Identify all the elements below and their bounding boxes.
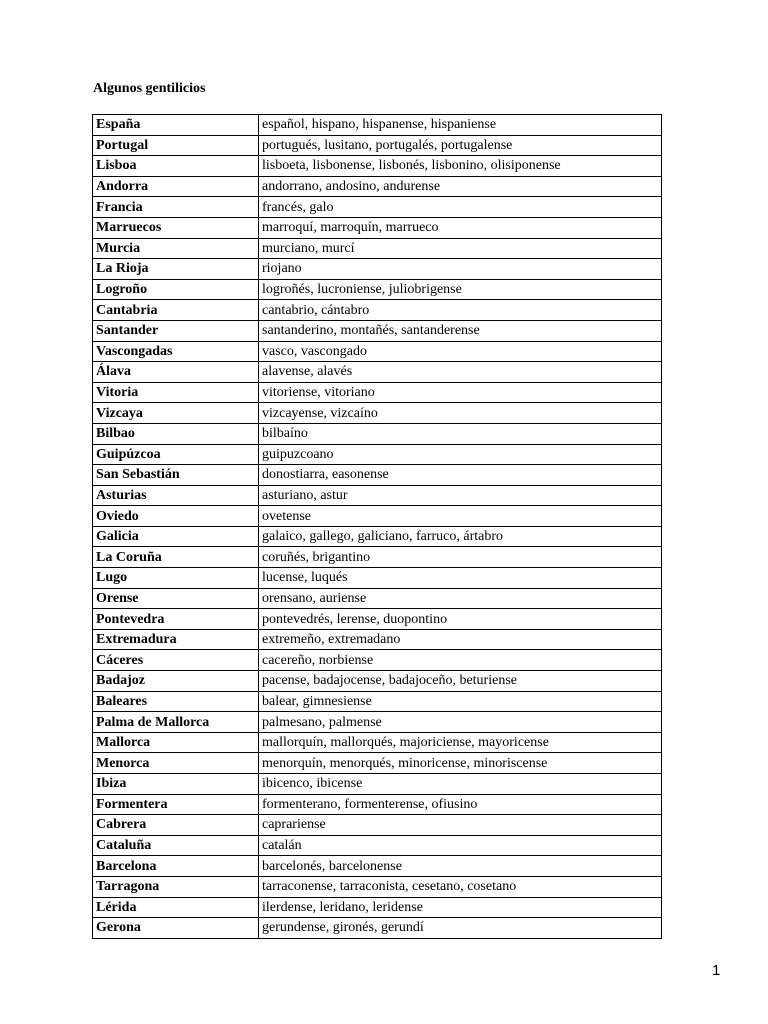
demonyms-cell: lucense, luqués xyxy=(259,568,662,589)
place-name-cell: Menorca xyxy=(93,753,259,774)
table-row xyxy=(93,197,662,218)
table-row xyxy=(93,444,662,465)
place-name-cell: Andorra xyxy=(93,176,259,197)
table-row xyxy=(93,279,662,300)
table-row xyxy=(93,835,662,856)
table-row xyxy=(93,732,662,753)
demonyms-cell: extremeño, extremadano xyxy=(259,629,662,650)
place-name-cell: San Sebastián xyxy=(93,465,259,486)
table-row xyxy=(93,588,662,609)
page-number: 1 xyxy=(712,962,721,979)
demonyms-cell: palmesano, palmense xyxy=(259,712,662,733)
place-name-cell: Asturias xyxy=(93,485,259,506)
place-name-cell: España xyxy=(93,115,259,136)
place-name-cell: Guipúzcoa xyxy=(93,444,259,465)
demonyms-cell: ibicenco, ibicense xyxy=(259,774,662,795)
place-name-cell: Formentera xyxy=(93,794,259,815)
demonyms-cell: lisboeta, lisbonense, lisbonés, lisbonino, olisiponense xyxy=(259,156,662,177)
table-row xyxy=(93,423,662,444)
place-name-cell: Vitoria xyxy=(93,382,259,403)
demonyms-cell: vasco, vascongado xyxy=(259,341,662,362)
demonyms-cell: ilerdense, leridano, leridense xyxy=(259,897,662,918)
table-row xyxy=(93,856,662,877)
place-name-cell: La Coruña xyxy=(93,547,259,568)
place-name-cell: Mallorca xyxy=(93,732,259,753)
table-row xyxy=(93,382,662,403)
demonyms-cell: alavense, alavés xyxy=(259,362,662,383)
demonyms-cell: caprariense xyxy=(259,815,662,836)
place-name-cell: Galicia xyxy=(93,526,259,547)
place-name-cell: Oviedo xyxy=(93,506,259,527)
table-row xyxy=(93,547,662,568)
table-row xyxy=(93,918,662,939)
table-row xyxy=(93,609,662,630)
table-row xyxy=(93,629,662,650)
table-row xyxy=(93,568,662,589)
demonyms-cell: andorrano, andosino, andurense xyxy=(259,176,662,197)
document-title: Algunos gentilicios xyxy=(93,81,206,96)
demonyms-cell: asturiano, astur xyxy=(259,485,662,506)
demonyms-cell: portugués, lusitano, portugalés, portugalense xyxy=(259,135,662,156)
demonyms-cell: tarraconense, tarraconista, cesetano, cosetano xyxy=(259,876,662,897)
demonyms-cell: ovetense xyxy=(259,506,662,527)
place-name-cell: Vizcaya xyxy=(93,403,259,424)
place-name-cell: Cabrera xyxy=(93,815,259,836)
table-row xyxy=(93,650,662,671)
table-row xyxy=(93,156,662,177)
table-row xyxy=(93,176,662,197)
table-row xyxy=(93,217,662,238)
demonyms-cell: cacereño, norbiense xyxy=(259,650,662,671)
table-row xyxy=(93,485,662,506)
table-body xyxy=(93,115,662,939)
table-row xyxy=(93,465,662,486)
table-row xyxy=(93,876,662,897)
table-row xyxy=(93,115,662,136)
table-row xyxy=(93,897,662,918)
demonyms-cell: donostiarra, easonense xyxy=(259,465,662,486)
table-row xyxy=(93,259,662,280)
demonyms-cell: formenterano, formenterense, ofiusino xyxy=(259,794,662,815)
demonyms-cell: coruñés, brigantino xyxy=(259,547,662,568)
place-name-cell: Portugal xyxy=(93,135,259,156)
table-row xyxy=(93,526,662,547)
place-name-cell: Marruecos xyxy=(93,217,259,238)
demonyms-cell: guipuzcoano xyxy=(259,444,662,465)
demonyms-cell: español, hispano, hispanense, hispaniense xyxy=(259,115,662,136)
demonyms-cell: pacense, badajocense, badajoceño, beturiense xyxy=(259,671,662,692)
place-name-cell: Baleares xyxy=(93,691,259,712)
place-name-cell: Santander xyxy=(93,320,259,341)
table-row xyxy=(93,300,662,321)
table-row xyxy=(93,320,662,341)
demonyms-cell: murciano, murcí xyxy=(259,238,662,259)
table-row xyxy=(93,794,662,815)
place-name-cell: Vascongadas xyxy=(93,341,259,362)
place-name-cell: Cataluña xyxy=(93,835,259,856)
demonyms-cell: menorquín, menorqués, minoricense, minoriscense xyxy=(259,753,662,774)
place-name-cell: Cantabria xyxy=(93,300,259,321)
demonyms-cell: logroñés, lucroniense, juliobrigense xyxy=(259,279,662,300)
demonyms-cell: vitoriense, vitoriano xyxy=(259,382,662,403)
place-name-cell: Lugo xyxy=(93,568,259,589)
demonyms-cell: bilbaíno xyxy=(259,423,662,444)
demonyms-cell: riojano xyxy=(259,259,662,280)
demonyms-cell: santanderino, montañés, santanderense xyxy=(259,320,662,341)
demonyms-cell: francés, galo xyxy=(259,197,662,218)
table-row xyxy=(93,341,662,362)
demonyms-cell: mallorquín, mallorqués, majoriciense, mayoricense xyxy=(259,732,662,753)
table-row xyxy=(93,135,662,156)
table-row xyxy=(93,362,662,383)
place-name-cell: La Rioja xyxy=(93,259,259,280)
place-name-cell: Francia xyxy=(93,197,259,218)
place-name-cell: Tarragona xyxy=(93,876,259,897)
place-name-cell: Bilbao xyxy=(93,423,259,444)
place-name-cell: Cáceres xyxy=(93,650,259,671)
demonyms-cell: marroquí, marroquín, marrueco xyxy=(259,217,662,238)
table-row xyxy=(93,815,662,836)
table-row xyxy=(93,671,662,692)
table-row xyxy=(93,753,662,774)
table-row xyxy=(93,712,662,733)
table-row xyxy=(93,691,662,712)
place-name-cell: Barcelona xyxy=(93,856,259,877)
table-row xyxy=(93,238,662,259)
place-name-cell: Ibiza xyxy=(93,774,259,795)
place-name-cell: Orense xyxy=(93,588,259,609)
demonyms-cell: balear, gimnesiense xyxy=(259,691,662,712)
demonyms-cell: pontevedrés, lerense, duopontino xyxy=(259,609,662,630)
place-name-cell: Badajoz xyxy=(93,671,259,692)
place-name-cell: Extremadura xyxy=(93,629,259,650)
place-name-cell: Pontevedra xyxy=(93,609,259,630)
place-name-cell: Palma de Mallorca xyxy=(93,712,259,733)
table-row xyxy=(93,403,662,424)
demonyms-cell: gerundense, gironés, gerundí xyxy=(259,918,662,939)
place-name-cell: Lisboa xyxy=(93,156,259,177)
demonyms-cell: orensano, auriense xyxy=(259,588,662,609)
demonyms-cell: cantabrio, cántabro xyxy=(259,300,662,321)
demonyms-cell: barcelonés, barcelonense xyxy=(259,856,662,877)
demonyms-cell: vizcayense, vizcaíno xyxy=(259,403,662,424)
demonyms-cell: galaico, gallego, galiciano, farruco, ártabro xyxy=(259,526,662,547)
table-row xyxy=(93,506,662,527)
place-name-cell: Gerona xyxy=(93,918,259,939)
place-name-cell: Logroño xyxy=(93,279,259,300)
table-row xyxy=(93,774,662,795)
place-name-cell: Álava xyxy=(93,362,259,383)
place-name-cell: Lérida xyxy=(93,897,259,918)
demonyms-cell: catalán xyxy=(259,835,662,856)
place-name-cell: Murcia xyxy=(93,238,259,259)
gentilicios-table xyxy=(92,114,662,939)
